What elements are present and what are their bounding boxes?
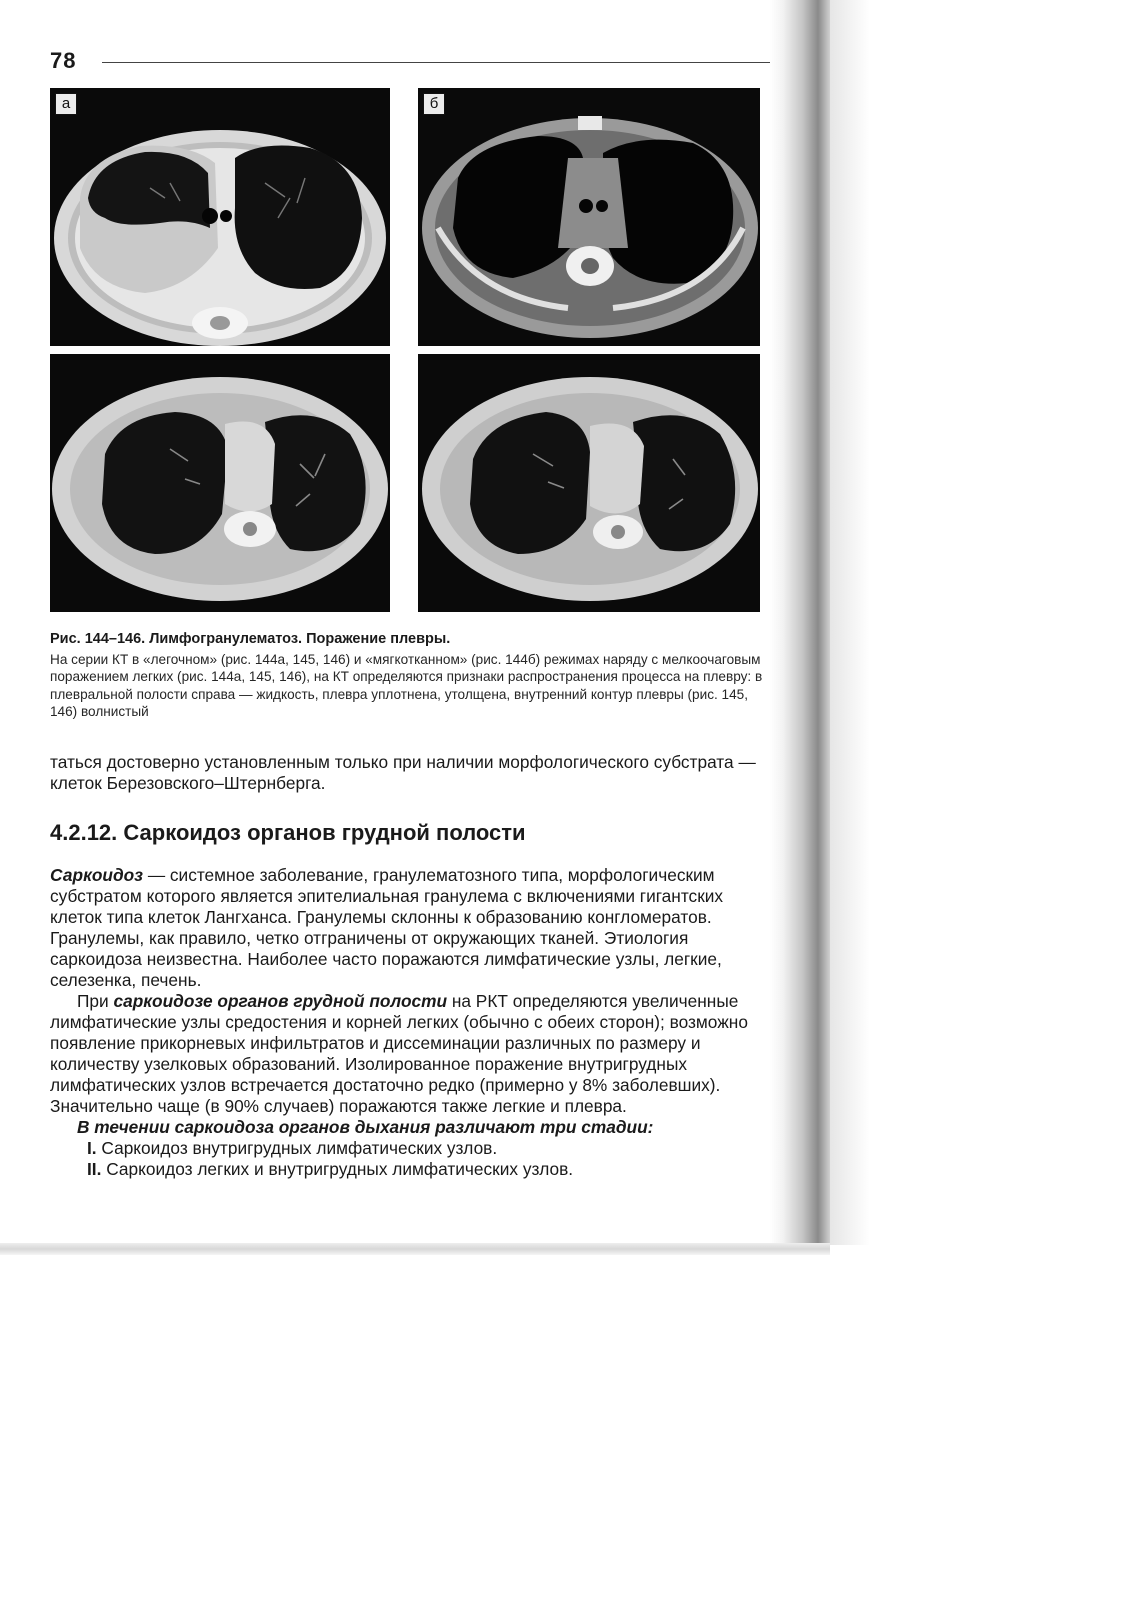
stage-item [50,1138,770,1159]
page-bottom-edge [0,1243,830,1255]
term-thoracic-sarcoidosis: саркоидозе органов грудной полости [113,991,448,1011]
page-gutter-shadow [770,0,830,1245]
section-heading: 4.2.12. Саркоидоз органов грудной полости [50,820,526,845]
page-gutter-fade [830,0,870,1245]
caption-title: Рис. 144–146. Лимфогранулематоз. Поражение плевры. [50,631,451,647]
ct-scan-lung-window-image [418,354,760,612]
figure-caption [50,631,772,721]
stages-intro: В течении саркоидоза органов дыхания различают три стадии: [77,1117,654,1137]
caption-body: На серии КТ в «легочном» (рис. 144а, 145, 146) и «мягкотканном» (рис. 144б) режимах наряду с мелкоочаговым поражением легких (рис. 144а, 145, 146), на КТ определяются признаки распространения процесса на плевру: в плевральной полости справа — жидкость, плевра уплотнена, утолщена, внутренний контур плевры (рис. 145, 146) волнистый [50,651,763,719]
definition-text: — системное заболевание, гранулематозного типа, морфологическим субстратом которого является эпителиальная гранулема с включениями гигантских клеток типа клеток Лангханса. Гранулемы склонны к образованию конгломератов. Гранулемы, как правило, четко отграничены от окружающих тканей. Этиология саркоидоза неизвестна. Наиболее часто поражаются лимфатические узлы, легкие, селезенка, печень. [50,865,724,990]
page-number: 78 [50,48,77,73]
ct-scan-soft-tissue-window-image [418,88,760,346]
ct-scan-lung-window-image [50,88,390,346]
ct-panel-a [50,88,390,346]
stage-number: II. [87,1159,102,1179]
panel-label-a: а [55,93,77,115]
header-rule [102,62,770,63]
paragraph-definition [50,865,770,991]
stage-text: Саркоидоз легких и внутригрудных лимфатических узлов. [101,1159,574,1179]
stage-item [50,1159,770,1180]
para2-start: При [77,991,114,1011]
term-sarcoidosis: Саркоидоз [50,865,144,885]
ct-panel-145 [50,354,390,612]
ct-panel-146 [418,354,760,612]
stage-text: Саркоидоз внутригрудных лимфатических узлов. [96,1138,498,1158]
panel-label-b: б [423,93,445,115]
continuation-paragraph: таться достоверно установленным только при наличии морфологического субстрата — клеток Березовского–Штернберга. [50,752,756,793]
ct-panel-b [418,88,760,346]
paragraph-ct-findings [50,991,770,1117]
stage-number: I. [87,1138,97,1158]
ct-findings-text: на РКТ определяются увеличенные лимфатические узлы средостения и корней легких (обычно с обеих сторон); возможно появление прикорневых инфильтратов и диссеминации различных по размеру и количеству узелковых образований. Изолированное поражение внутригрудных лимфатических узлов встречается достаточно редко (примерно у 8% заболевших). Значительно чаще (в 90% случаев) поражаются также легкие и плевра. [50,991,748,1116]
ct-scan-lung-window-image [50,354,390,612]
section-body [50,865,770,1180]
